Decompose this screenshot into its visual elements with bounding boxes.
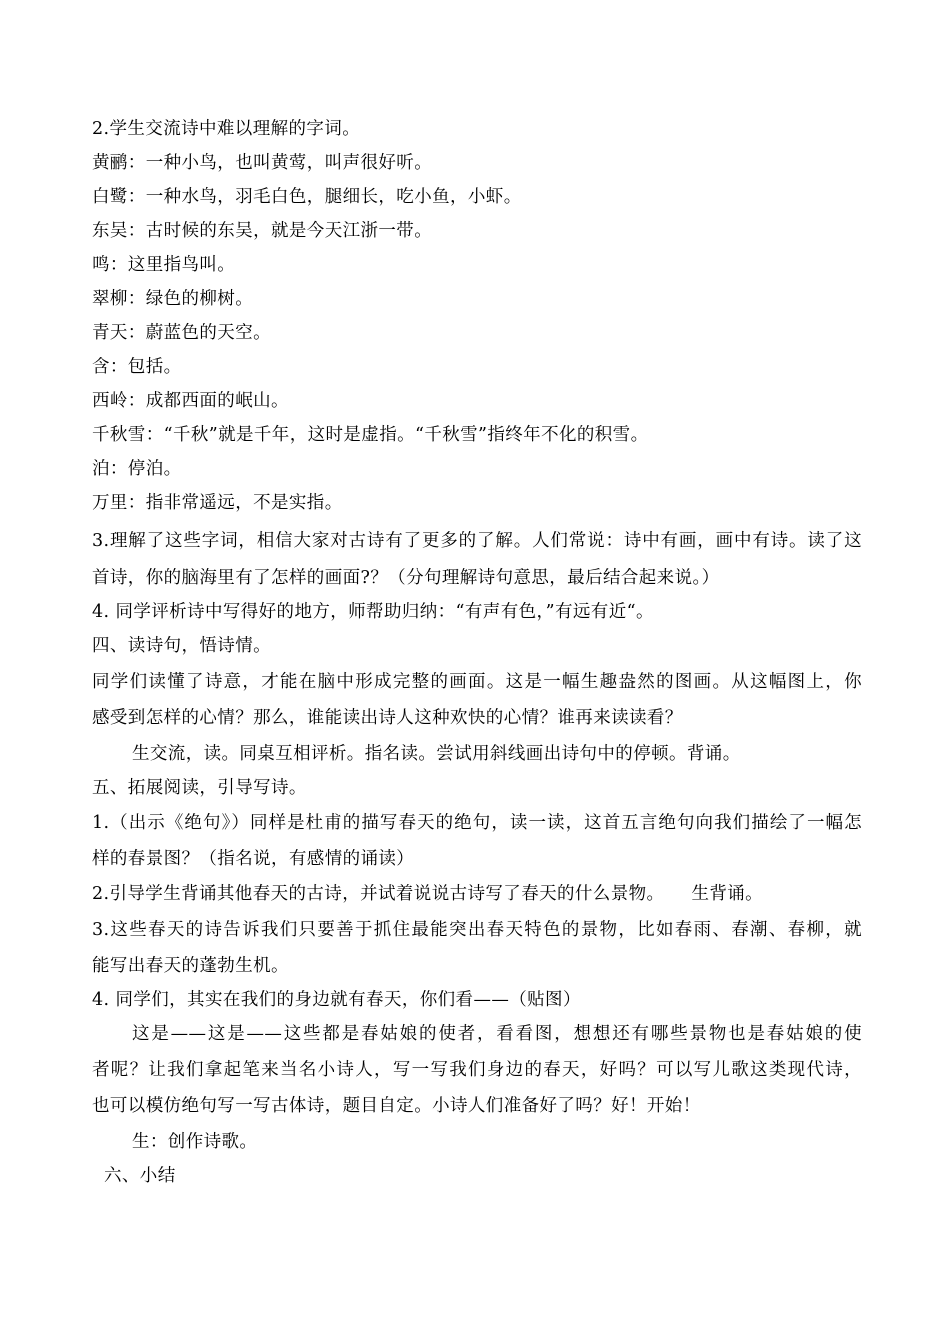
paragraph-4: 4. 同学评析诗中写得好的地方，师帮助归纳：“有声有色，”有远有近“。 <box>92 602 654 622</box>
paragraph-around-us: 4. 同学们，其实在我们的身边就有春天，你们看——（贴图） <box>92 990 581 1010</box>
term-qianqiuxue: 千秋雪：“千秋”就是千年，这时是虚指。“千秋雪”指终年不化的积雪。 <box>92 425 649 445</box>
paragraph-messenger-line-3: 也可以模仿绝句写一写古体诗，题目自定。小诗人们准备好了吗？好！开始！ <box>92 1096 701 1116</box>
term-cuiliu: 翠柳：绿色的柳树。 <box>92 289 254 309</box>
term-bo: 泊：停泊。 <box>92 459 182 479</box>
paragraph-messenger-line-1: 这是——这是——这些都是春姑娘的使者，看看图，想想还有哪些景物也是春姑娘的使 <box>132 1024 862 1044</box>
term-qingtian: 青天：蔚蓝色的天空。 <box>92 323 271 343</box>
term-bailu: 白鹭：一种水鸟，羽毛白色，腿细长，吃小鱼，小虾。 <box>92 187 522 207</box>
term-han: 含：包括。 <box>92 357 182 377</box>
paragraph-jueju-line-2: 样的春景图？（指名说，有感情的诵读） <box>92 849 415 869</box>
section-2-heading: 2.学生交流诗中难以理解的字词。 <box>92 119 361 139</box>
term-huangli: 黄鹂：一种小鸟，也叫黄莺，叫声很好听。 <box>92 153 433 173</box>
paragraph-create-poem: 生：创作诗歌。 <box>132 1132 258 1152</box>
paragraph-spring-line-2: 能写出春天的蓬勃生机。 <box>92 956 289 976</box>
section-six-heading: 六、小结 <box>104 1166 176 1186</box>
paragraph-recite: 2.引导学生背诵其他春天的古诗，并试着说说古诗写了春天的什么景物。 生背诵。 <box>92 884 764 904</box>
section-five-heading: 五、拓展阅读，引导写诗。 <box>92 778 307 798</box>
term-xiling: 西岭：成都西面的岷山。 <box>92 391 289 411</box>
term-wanli: 万里：指非常遥远，不是实指。 <box>92 493 343 513</box>
paragraph-3-line-1: 3.理解了这些字词，相信大家对古诗有了更多的了解。人们常说：诗中有画，画中有诗。读了这 <box>92 531 862 551</box>
paragraph-jueju-line-1: 1.（出示《绝句》）同样是杜甫的描写春天的绝句，读一读，这首五言绝句向我们描绘了一幅怎 <box>92 813 862 833</box>
term-dongwu: 东吴：古时候的东吴，就是今天江浙一带。 <box>92 221 433 241</box>
paragraph-read-line-1: 同学们读懂了诗意，才能在脑中形成完整的画面。这是一幅生趣盎然的图画。从这幅图上，你 <box>92 672 862 692</box>
paragraph-read-line-2: 感受到怎样的心情？那么，谁能读出诗人这种欢快的心情？谁再来读读看？ <box>92 708 683 728</box>
section-four-heading: 四、读诗句，悟诗情。 <box>92 636 271 656</box>
paragraph-spring-line-1: 3.这些春天的诗告诉我们只要善于抓住最能突出春天特色的景物，比如春雨、春潮、春柳，就 <box>92 920 862 940</box>
paragraph-3-line-2: 首诗，你的脑海里有了怎样的画面?？（分句理解诗句意思，最后结合起来说。） <box>92 568 720 588</box>
paragraph-student-exchange: 生交流，读。同桌互相评析。指名读。尝试用斜线画出诗句中的停顿。背诵。 <box>132 744 741 764</box>
term-ming: 鸣：这里指鸟叫。 <box>92 255 236 275</box>
paragraph-messenger-line-2: 者呢？让我们拿起笔来当名小诗人，写一写我们身边的春天，好吗？可以写儿歌这类现代诗， <box>92 1060 862 1080</box>
